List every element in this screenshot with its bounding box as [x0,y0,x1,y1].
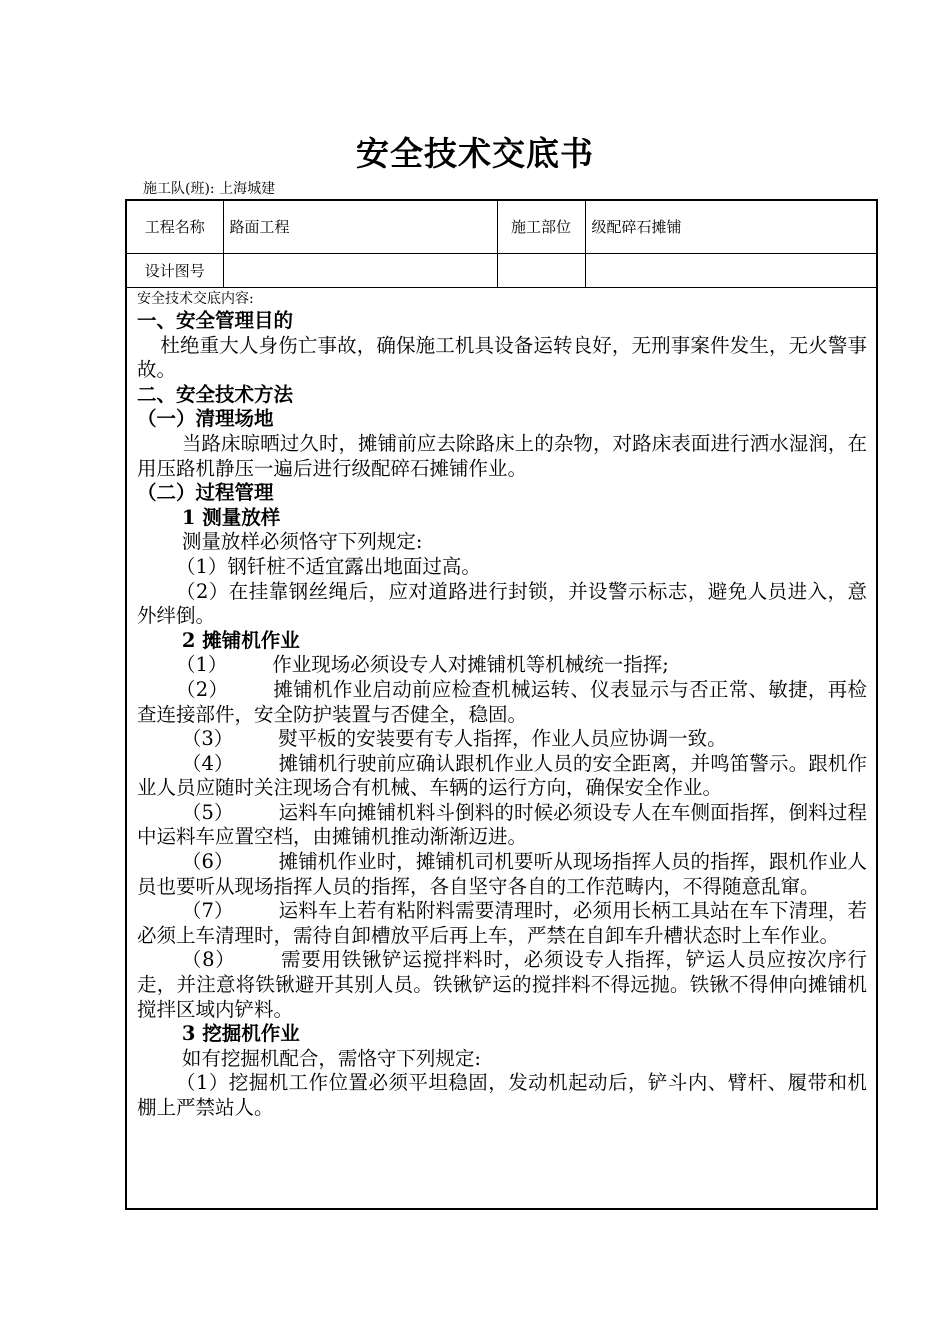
construction-part-label: 施工部位 [497,201,585,253]
subsection-1-title: （一）清理场地 [137,407,274,431]
construction-part-value: 级配碎石摊铺 [585,201,876,253]
paver-item [137,801,867,850]
empty-cell [497,253,585,287]
paver-item [137,948,867,1022]
header-table [127,201,876,288]
paver-title: 2 摊铺机作业 [181,628,300,652]
paver-item-text: 运料车上若有粘附料需要清理时，必须用长柄工具站在车下清理，若必须上车清理时，需待自卸槽放平后再上车，严禁在自卸车升槽状态时上车作业。 [137,899,867,947]
paver-item-number: （6） [181,850,234,874]
measurement-intro: 测量放样必须恪守下列规定: [181,530,423,554]
measurement-item: （2）在挂靠钢丝绳后，应对道路进行封锁，并设警示标志，避免人员进入，意外绊倒。 [137,579,867,628]
document-title: 安全技术交底书 [356,134,594,173]
project-name-value: 路面工程 [223,201,497,253]
paver-item-number: （2） [176,677,229,701]
measurement-item: （1）钢钎桩不适宜露出地面过高。 [176,554,481,578]
content-intro: 安全技术交底内容: [137,291,254,307]
paver-item-number: （8） [181,948,236,972]
paver-item-number: （7） [181,899,234,923]
measurement-title: 1 测量放样 [181,505,281,529]
paver-item [137,653,867,678]
section-1-text: 杜绝重大人身伤亡事故，确保施工机具设备运转良好，无刑事案件发生，无火警事故。 [137,333,867,382]
drawing-number-value [223,253,497,287]
header-row [127,253,876,287]
excavator-item: （1）挖掘机工作位置必须平坦稳固，发动机起动后，铲斗内、臂杆、履带和机棚上严禁站人。 [137,1071,867,1119]
paver-item-number: （3） [181,727,234,751]
paver-item-text: 作业现场必须设专人对摊铺机等机械统一指挥; [272,653,669,677]
empty-cell [585,253,876,287]
header-row [127,201,876,253]
subsection-1-text: 当路床晾晒过久时，摊铺前应去除路床上的杂物，对路床表面进行洒水湿润，在用压路机静压一遍后进行级配碎石摊铺作业。 [137,431,867,480]
disclosure-content [127,287,876,1121]
paver-item [137,899,867,948]
section-2-title: 二、安全技术方法 [137,382,294,406]
paver-item-text: 熨平板的安装要有专人指挥，作业人员应协调一致。 [278,727,727,751]
excavator-intro: 如有挖掘机配合，需恪守下列规定: [181,1046,481,1070]
paver-item-text: 摊铺机行驶前应确认跟机作业人员的安全距离，并鸣笛警示。跟机作业人员应随时关注现场合有机械、车辆的运行方向，确保安全作业。 [137,751,867,800]
paver-item [137,752,867,801]
disclosure-form [125,199,878,1210]
paver-item-number: （1） [176,653,228,677]
paver-item-text: 摊铺机作业时，摊铺机司机要听从现场指挥人员的指挥，跟机作业人员也要听从现场指挥人员的指挥，各自坚守各自的工作范畴内，不得随意乱窜。 [137,850,867,898]
paver-item [137,727,867,752]
paver-item-number: （4） [181,751,234,775]
paver-item [137,850,867,899]
subsection-2-title: （二）过程管理 [137,481,274,505]
paver-item-text: 需要用铁锹铲运搅拌料时，必须设专人指挥，铲运人员应按次序行走，并注意将铁锹避开其别人员。铁锹铲运的搅拌料不得远抛。铁锹不得伸向摊铺机搅拌区域内铲料。 [137,948,867,1021]
team-line: 施工队(班): 上海城建 [143,181,276,197]
excavator-title: 3 挖掘机作业 [181,1022,300,1046]
paver-item-text: 运料车向摊铺机料斗倒料的时候必须设专人在车侧面指挥，倒料过程中运料车应置空档，由摊铺机推动渐渐迈进。 [137,800,867,849]
paver-item [137,678,867,727]
paver-item-text: 摊铺机作业启动前应检查机械运转、仪表显示与否正常、敏捷，再检查连接部件，安全防护装置与否健全，稳固。 [137,677,867,726]
section-1-title: 一、安全管理目的 [137,309,294,332]
project-name-label: 工程名称 [127,201,223,253]
drawing-number-label: 设计图号 [127,253,223,287]
paver-item-number: （5） [181,800,234,824]
